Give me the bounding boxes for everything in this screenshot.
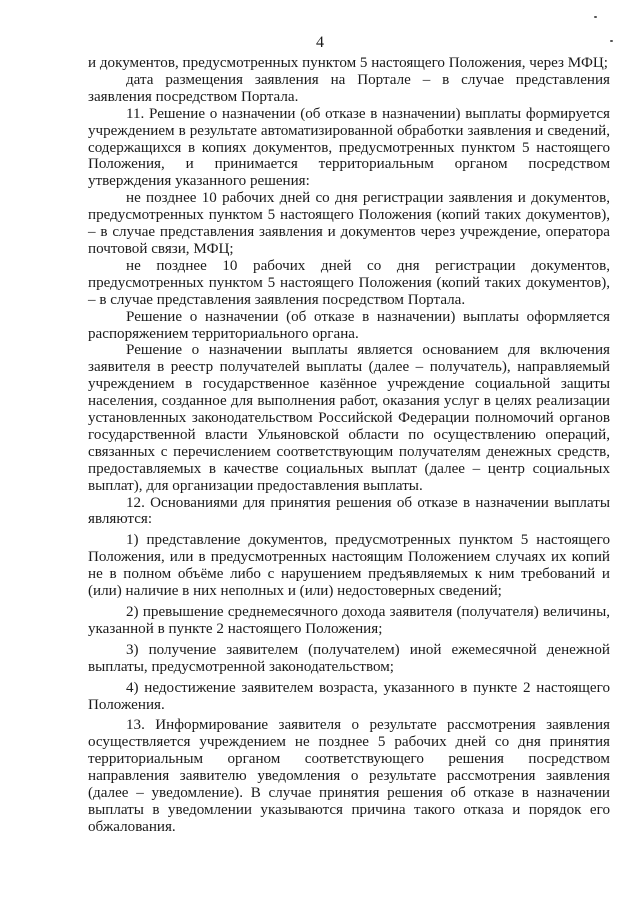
paragraph-item-13: 13. Информирование заявителя о результате рассмотрения заявления осуществляется учреждением не позднее 5 рабочих дней со дня принятия территориальным органом соответствующего решения посредством направления заявителю уведомления о результате рассмотрения заявления (далее – уведомление). В случае принятия решения об отказе в назначении выплаты в уведомлении указываются причина такого отказа и порядок его обжалования. [88, 717, 610, 835]
scan-speck [594, 16, 597, 18]
scan-speck [610, 40, 613, 42]
paragraph-item-11: 11. Решение о назначении (об отказе в назначении) выплаты формируется учреждением в результате автоматизированной обработки заявления и сведений, содержащихся в копиях документов, предусмотренных пунктом 5 настоящего Положения, и принимается территориальным органом посредством утверждения указанного решения: [88, 105, 610, 190]
paragraph-portal-date: дата размещения заявления на Портале – в случае представления заявления посредством Портала. [88, 71, 610, 105]
paragraph-item-11-deadline-portal: не позднее 10 рабочих дней со дня регистрации документов, предусмотренных пунктом 5 настоящего Положения (копий таких документов), – в случае представления заявления посредством Портала. [88, 257, 610, 308]
paragraph-item-12-reason-4: 4) недостижение заявителем возраста, указанного в пункте 2 настоящего Положения. [88, 679, 610, 713]
paragraph-item-12-reason-3: 3) получение заявителем (получателем) иной ежемесячной денежной выплаты, предусмотренной законодательством; [88, 641, 610, 675]
paragraph-item-11-deadline-mfc: не позднее 10 рабочих дней со дня регистрации заявления и документов, предусмотренных пунктом 5 настоящего Положения (копий таких документов), – в случае представления заявления и документов через учреждение, оператора почтовой связи, МФЦ; [88, 190, 610, 257]
paragraph-item-12-reason-1: 1) представление документов, предусмотренных пунктом 5 настоящего Положения, или в предусмотренных настоящим Положением случаях их копий не в полном объёме либо с нарушением предъявляемых к ним требований и (или) наличие в них неполных и (или) недостоверных сведений; [88, 532, 610, 600]
paragraph-item-11-registry: Решение о назначении выплаты является основанием для включения заявителя в реестр получателей выплаты (далее – получатель), направляемый учреждением в государственное казённое учреждение социальной защиты населения, созданное для выполнения работ, оказания услуг в целях реализации установленных законодательством Российской Федерации полномочий органов государственной власти Ульяновской области по осуществлению операций, связанных с перечислением соответствующим получателям денежных средств, предоставляемых в качестве социальных выплат (далее – центр социальных выплат), для организации предоставления выплаты. [88, 342, 610, 494]
document-body [88, 55, 610, 836]
paragraph-item-12: 12. Основаниями для принятия решения об отказе в назначении выплаты являются: [88, 494, 610, 528]
paragraph-item-12-reason-2: 2) превышение среднемесячного дохода заявителя (получателя) величины, указанной в пункте 2 настоящего Положения; [88, 604, 610, 637]
paragraph-item-11-order: Решение о назначении (об отказе в назначении) выплаты оформляется распоряжением территориального органа. [88, 308, 610, 342]
page-number: 4 [316, 34, 324, 51]
paragraph-continuation: и документов, предусмотренных пунктом 5 настоящего Положения, через МФЦ; [88, 55, 608, 71]
